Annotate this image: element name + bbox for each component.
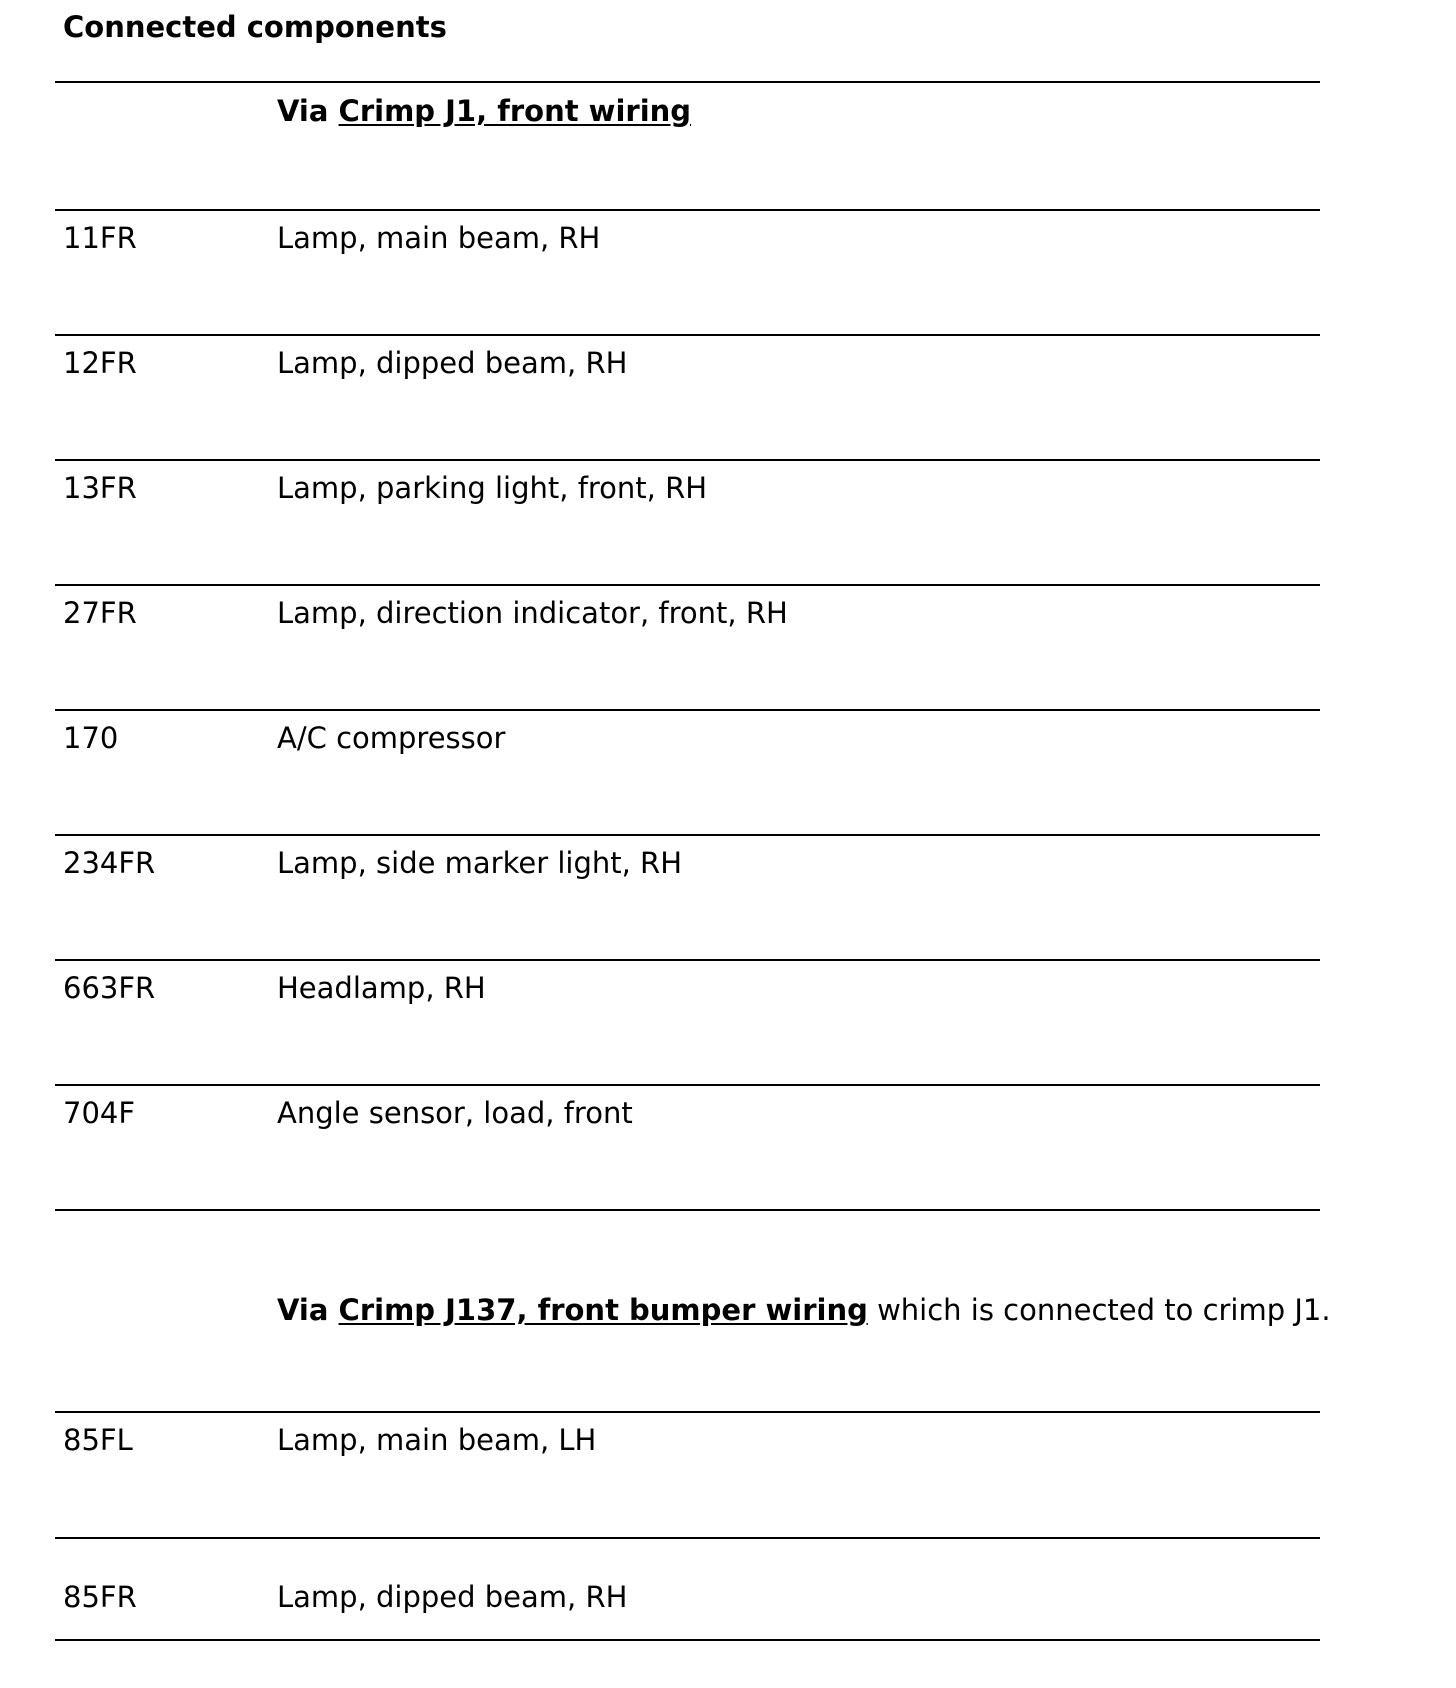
divider	[55, 1639, 1320, 1641]
component-code: 12FR	[63, 346, 137, 380]
table-row	[55, 1580, 1320, 1614]
component-description: Lamp, dipped beam, RH	[277, 346, 628, 380]
section-heading	[277, 94, 691, 128]
divider	[55, 459, 1320, 461]
divider	[55, 1411, 1320, 1413]
component-description: Lamp, dipped beam, RH	[277, 1580, 628, 1614]
component-code: 663FR	[63, 971, 156, 1005]
component-description: Lamp, side marker light, RH	[277, 846, 683, 880]
component-code: 27FR	[63, 596, 137, 630]
component-code: 85FL	[63, 1423, 133, 1457]
component-description: Headlamp, RH	[277, 971, 486, 1005]
section-heading	[277, 1293, 1331, 1327]
divider	[55, 209, 1320, 211]
divider	[55, 959, 1320, 961]
divider	[55, 334, 1320, 336]
table-row	[55, 346, 1320, 380]
page-title: Connected components	[63, 10, 447, 44]
divider	[55, 1209, 1320, 1211]
section-heading-suffix: which is connected to crimp J1.	[867, 1293, 1331, 1327]
table-row	[55, 721, 1320, 755]
crimp-j1-link[interactable]: Crimp J1, front wiring	[338, 94, 692, 128]
divider	[55, 1084, 1320, 1086]
component-description: Lamp, parking light, front, RH	[277, 471, 708, 505]
component-code: 13FR	[63, 471, 137, 505]
component-code: 234FR	[63, 846, 156, 880]
divider	[55, 1537, 1320, 1539]
divider	[55, 709, 1320, 711]
component-code: 704F	[63, 1096, 136, 1130]
table-row	[55, 1423, 1320, 1457]
divider	[55, 834, 1320, 836]
table-row	[55, 846, 1320, 880]
section-heading-prefix: Via	[277, 94, 339, 128]
component-description: Lamp, direction indicator, front, RH	[277, 596, 788, 630]
component-code: 11FR	[63, 221, 137, 255]
component-description: Lamp, main beam, LH	[277, 1423, 597, 1457]
component-description: Lamp, main beam, RH	[277, 221, 601, 255]
table-row	[55, 596, 1320, 630]
section-heading-prefix: Via	[277, 1293, 339, 1327]
divider	[55, 81, 1320, 83]
component-code: 170	[63, 721, 119, 755]
component-description: A/C compressor	[277, 721, 506, 755]
table-row	[55, 471, 1320, 505]
crimp-j137-link[interactable]: Crimp J137, front bumper wiring	[338, 1293, 868, 1327]
divider	[55, 584, 1320, 586]
table-row	[55, 1096, 1320, 1130]
component-description: Angle sensor, load, front	[277, 1096, 633, 1130]
table-row	[55, 971, 1320, 1005]
component-code: 85FR	[63, 1580, 137, 1614]
table-row	[55, 221, 1320, 255]
